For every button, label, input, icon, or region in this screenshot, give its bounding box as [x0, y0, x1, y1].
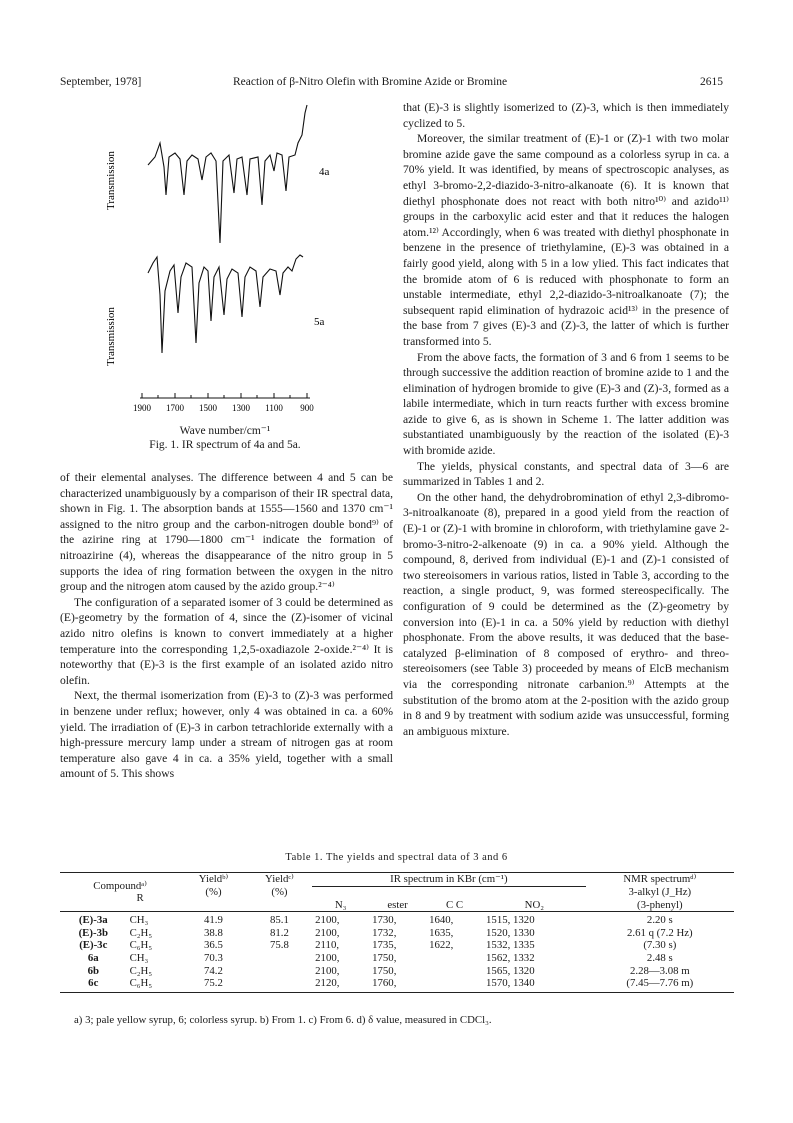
ir-ester: 1750, — [372, 952, 397, 965]
spectrum-label-5a: 5a — [314, 316, 325, 328]
col-header-yield-b: Yieldᵇ⁾ — [180, 873, 247, 887]
table-row — [60, 977, 734, 992]
col-header-ester: ester — [387, 898, 408, 911]
r-group: C₆H₅ — [129, 939, 153, 952]
x-axis-ticks — [142, 393, 307, 398]
table-footnote: a) 3; pale yellow syrup, 6; colorless syrup. b) From 1. c) From 6. d) δ value, measured in CDCl₃. — [74, 1014, 492, 1026]
paragraph: of their elemental analyses. The difference between 4 and 5 can be characterized unambiguously by a comparison of their IR spectral data, shown in Fig. 1. The absorption bands at 1555—1560 and 1370 cm⁻¹ assigned to the nitro group and the carbon-nitrogen double bond⁹⁾ of the azirine ring at 1790—1800 cm⁻¹ indicate the formation of nitroazirine (4), whereas the disappearance of the nitro group in 5 supports the idea of ring formation between the oxygen in the nitro group and the nitrogen atom caused by the azido group.²⁻⁴⁾ — [60, 471, 393, 594]
right-column — [403, 100, 729, 739]
yield-b: 41.9 — [180, 912, 247, 927]
yield-c: 75.8 — [269, 939, 289, 952]
col-header-pct: (%) — [205, 886, 222, 899]
yield-c: 81.2 — [269, 926, 289, 939]
ir-spectrum-figure — [100, 95, 350, 455]
ir-n3: 2100, — [315, 952, 340, 965]
yield-b: 75.2 — [180, 977, 247, 992]
col-header-nmr: NMR spectrumᵈ⁾ — [586, 873, 734, 887]
table-row — [60, 927, 734, 940]
ir-no2: 1532, 1335 — [486, 939, 535, 952]
col-header-n3: N₃ — [334, 898, 347, 911]
compound-id: (E)-3c — [79, 939, 108, 952]
paragraph: The yields, physical constants, and spectral data of 3—6 are summarized in Tables 1 and 2. — [403, 459, 729, 489]
paragraph: Next, the thermal isomerization from (E)-3 to (Z)-3 was performed in benzene under reflux; however, only 4 was obtained in ca. a 60% yield. The irradiation of (E)-3 in carbon tetrachloride externally with a high-pressure mercury lamp under a stream of nitrogen gas at room temperature also gave 4 in ca. a 35% yield, together with a small amount of 5. This shows — [60, 689, 393, 781]
spectrum-4a — [148, 105, 307, 243]
compound-id: 6a — [87, 952, 99, 965]
ir-no2: 1570, 1340 — [483, 977, 586, 992]
compound-id: (E)-3b — [78, 926, 108, 939]
ir-n3: 2110, — [315, 939, 340, 952]
r-group: CH₃ — [129, 952, 149, 965]
running-header-title: Reaction of β-Nitro Olefin with Bromine Azide or Bromine — [233, 76, 508, 88]
paragraph: that (E)-3 is slightly isomerized to (Z)-3, which is then immediately cyclized to 5. — [403, 101, 729, 130]
figure-caption: Fig. 1. IR spectrum of 4a and 5a. — [149, 439, 301, 451]
ir-ester: 1760, — [369, 977, 426, 992]
yield-b: 36.5 — [204, 939, 223, 952]
ir-ester: 1750, — [372, 964, 397, 977]
ir-no2: 1515, 1320 — [483, 912, 586, 927]
ir-ester: 1735, — [372, 939, 397, 952]
col-header-compound: Compoundᵃ⁾ — [93, 879, 147, 892]
compound-id: (E)-3a — [78, 914, 108, 927]
tick-label: 1100 — [265, 403, 283, 413]
paragraph: On the other hand, the dehydrobromination of ethyl 2,3-dibromo-3-nitroalkanoate (8), prepared in a good yield from the reaction of (E)-1 or (Z)-1 with bromine in chloroform, with triethylamine gave 2-bromo-3-nitro-2-alkenoate (9) in ca. a 90% yield. Although the compound, 8, derived from individual (E)-1 and (Z)-1 consisted of two stereoisomers in various ratios, listed in Table 3, according to the reaction, a single product, 9, was formed stereospecifically. The configuration of 9 could be determined as the (Z)-geometry by conversion into (E)-1 in ca. a 50% yield by reduction with diethyl phosphonate. From the above results, it was deduced that the base-catalyzed β-elimination of 8 composed of erythro- and threo-stereoisomers (see Table 3) proceeded by means of ElcB mechanism via the corresponding nitronate carbanion.⁹⁾ Attempts at the substitution of the bromo atom at the 2-position with the azido group in 8 and 9 by treatment with sodium azide was unsuccessful, forming an ambiguous mixture. — [403, 490, 729, 738]
table-row — [60, 912, 734, 927]
page-number: 2615 — [700, 76, 723, 88]
nmr-value: 2.20 s — [586, 912, 734, 927]
col-header-nmr-phenyl: (3-phenyl) — [637, 898, 683, 911]
ir-n3: 2100, — [315, 926, 340, 939]
r-group: C₂H₅ — [129, 926, 153, 939]
table-row — [60, 965, 734, 978]
col-header-ir: IR spectrum in KBr (cm⁻¹) — [312, 873, 585, 887]
ir-cc — [426, 977, 483, 992]
ir-no2: 1520, 1330 — [486, 926, 535, 939]
yield-c — [247, 965, 312, 978]
ir-cc: 1640, — [426, 912, 483, 927]
ylabel-top: Transmission — [105, 151, 117, 210]
ylabel-bottom: Transmission — [105, 307, 117, 366]
spectrum-5a — [148, 255, 303, 353]
ir-n3: 2120, — [312, 977, 369, 992]
paragraph: Moreover, the similar treatment of (E)-1 or (Z)-1 with two molar bromine azide gave the same compound as a colorless syrup in ca. a 70% yield. It was identified, by means of spectroscopic analyses, as ethyl 3-bromo-2,2-diazido-3-nitro-alkanoate (6). It is known that diethyl phosphonate does not react with both nitro¹⁰⁾ and azido¹¹⁾ groups in the carboxylic acid ester and that it reduces the halogen atom.¹²⁾ Accordingly, when 6 was treated with diethyl phosphonate in benzene in the presence of triethylamine, (E)-3 was obtained in a fairly good yield, along with 5 in a low ylied. This fact indicates that the bromide atom of 6 is reduced with phosphonate to form an unstable intermediate, ethyl 2,2-diazido-3-nitroalkanoate (7); the subsequent rapid elimination of hydrazoic acid¹³⁾ in the presence of the base from 7 gives (E)-3 and (Z)-3, the latter of which is further transformed into 5. — [403, 132, 729, 348]
col-header-yield-c: Yieldᶜ⁾ — [247, 873, 312, 887]
yield-c: 85.1 — [247, 912, 312, 927]
ir-n3: 2100, — [315, 964, 340, 977]
yield-b: 38.8 — [204, 926, 223, 939]
col-header-cc: C C — [445, 898, 464, 911]
ir-ester: 1730, — [369, 912, 426, 927]
ir-no2: 1562, 1332 — [486, 952, 535, 965]
compound-id: 6b — [87, 964, 99, 977]
ir-no2: 1565, 1320 — [486, 964, 535, 977]
col-header-r: R — [136, 892, 144, 905]
spectrum-label-4a: 4a — [319, 166, 330, 178]
col-header-no2: NO₂ — [524, 898, 544, 911]
ir-cc: 1622, — [429, 939, 454, 952]
tick-label: 1700 — [166, 403, 184, 413]
x-axis-label: Wave number/cm⁻¹ — [179, 425, 271, 437]
data-table — [60, 872, 734, 993]
tick-label: 1500 — [199, 403, 217, 413]
ir-n3: 2100, — [312, 912, 369, 927]
table-title: Table 1. The yields and spectral data of 3 and 6 — [285, 852, 508, 863]
nmr-value: (7.45—7.76 m) — [586, 977, 734, 992]
yield-b: 70.3 — [204, 952, 223, 965]
ir-cc — [426, 965, 483, 978]
r-group: CH₃ — [127, 912, 181, 927]
compound-id: 6c — [88, 977, 99, 990]
nmr-value: 2.61 q (7.2 Hz) — [626, 926, 693, 939]
ir-cc — [426, 952, 483, 965]
table-row — [60, 952, 734, 965]
tick-label: 1300 — [232, 403, 250, 413]
ir-cc: 1635, — [429, 926, 454, 939]
paragraph: The configuration of a separated isomer of 3 could be determined as (E)-geometry by the formation of 4, since the (Z)-isomer of vicinal azido nitro olefins is known to convert immediately at a higher temperature into the corresponding 1,2,5-oxadiazole 2-oxide.²⁻⁴⁾ It is noteworthy that (E)-3 is the first example of an isolated azido nitro olefin. — [60, 595, 393, 687]
col-header-nmr-alkyl: 3-alkyl (J_Hz) — [628, 886, 692, 899]
yield-c — [247, 977, 312, 992]
r-group: C₆H₅ — [127, 977, 181, 992]
tick-label: 1900 — [133, 403, 151, 413]
col-header-pct: (%) — [271, 886, 288, 899]
running-header-date: September, 1978] — [60, 76, 142, 88]
r-group: C₂H₅ — [129, 964, 153, 977]
nmr-value: 2.48 s — [646, 952, 673, 965]
yield-b: 74.2 — [204, 964, 223, 977]
nmr-value: 2.28—3.08 m — [629, 964, 690, 977]
paragraph: From the above facts, the formation of 3 and 6 from 1 seems to be through successive the addition reaction of bromine azide to 1 and the elimination of hydrogen bromide to give (E)-3 and (Z)-3, formed as a labile intermediate, which in turn reacts further with excess bromine azide to give 6, as is shown in Scheme 1. The latter addition was substantiated unambiguously by the reaction of the isolated (E)-3 with bromide azide. — [403, 350, 729, 458]
table-row — [60, 939, 734, 952]
tick-label: 900 — [300, 403, 314, 413]
left-column — [60, 470, 393, 782]
ir-ester: 1732, — [372, 926, 397, 939]
yield-c — [247, 952, 312, 965]
nmr-value: (7.30 s) — [643, 939, 677, 952]
